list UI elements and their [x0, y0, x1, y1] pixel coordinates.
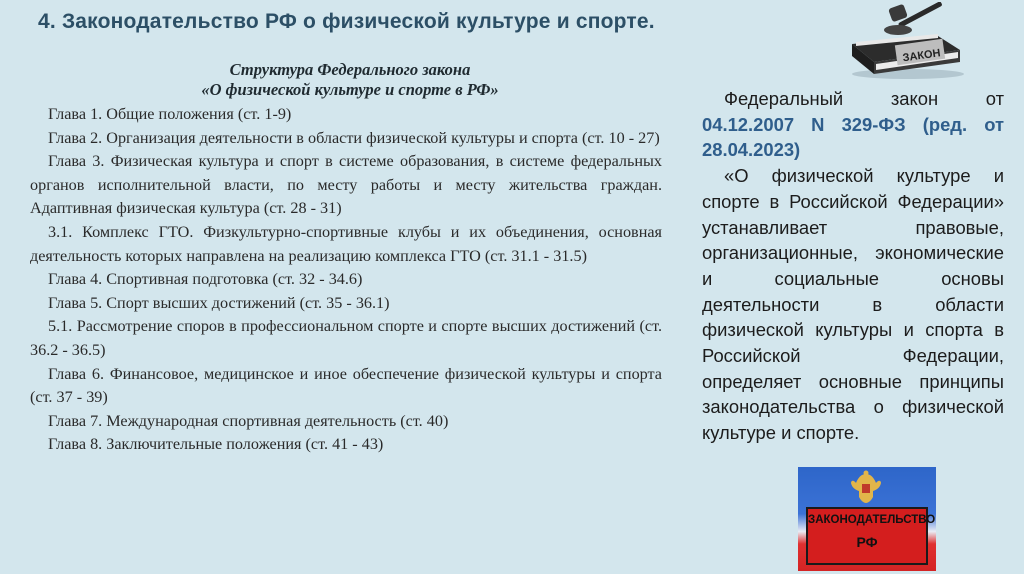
coat-of-arms-icon [850, 470, 882, 504]
chapter-item: Глава 3. Физическая культура и спорт в системе образования, в системе федеральных органов исполнительной власти, по месту работы и месту жительства граждан. Адаптивная физическая культура (ст. 28 - 31) [30, 152, 662, 218]
plate-line2: РФ [856, 534, 878, 550]
chapter-item: Глава 2. Организация деятельности в области физической культуры и спорта (ст. 10 - 27) [48, 128, 660, 147]
chapter-item: 5.1. Рассмотрение споров в профессиональном спорте и спорте высших достижений (ст. 36.2 - 36.5) [30, 317, 662, 359]
plate-line1: ЗАКОНОДАТЕЛЬСТВО [808, 514, 936, 526]
chapter-item: 3.1. Комплекс ГТО. Физкультурно-спортивные клубы и их объединения, основная деятельность которых направлена на реализацию комплекса ГТО (ст. 31.1 - 31.5) [30, 222, 662, 265]
chapter-item: Глава 1. Общие положения (ст. 1-9) [48, 105, 292, 123]
book-label: ЗАКОН [901, 47, 942, 65]
law-book-icon [846, 2, 966, 80]
law-description: «О физической культуре и спорте в Российской Федерации» устанавливает правовые, организационные, экономические и социальные основы деятельности в области физической культуры и спорта в Российской Федерации, определяет основные принципы законодательства о физической культуре и спорте. [702, 165, 1004, 444]
chapter-item: Глава 6. Финансовое, медицинское и иное обеспечение физической культуры и спорта (ст. 37 - 39) [30, 364, 662, 407]
chapter-item: Глава 4. Спортивная подготовка (ст. 32 - 34.6) [48, 270, 363, 289]
page-title: 4. Законодательство РФ о физической культуре и спорте. [38, 10, 655, 33]
law-paragraph [702, 86, 1004, 163]
chapter-item: Глава 5. Спорт высших достижений (ст. 35 - 36.1) [48, 293, 390, 312]
chapter-item: Глава 8. Заключительные положения (ст. 41 - 43) [48, 435, 384, 454]
structure-heading: Структура Федерального закона [229, 60, 471, 79]
chapter-list [30, 103, 662, 457]
chapter-item: Глава 7. Международная спортивная деятельность (ст. 40) [48, 411, 449, 430]
law-intro: Федеральный закон от [724, 88, 1004, 109]
legislation-flag-image [798, 467, 936, 571]
law-description-block [702, 86, 1004, 446]
law-reference: 04.12.2007 N 329-ФЗ (ред. от 28.04.2023) [702, 113, 1004, 161]
structure-subheading: «О физической культуре и спорте в РФ» [201, 80, 499, 99]
legislation-plate [806, 507, 936, 565]
